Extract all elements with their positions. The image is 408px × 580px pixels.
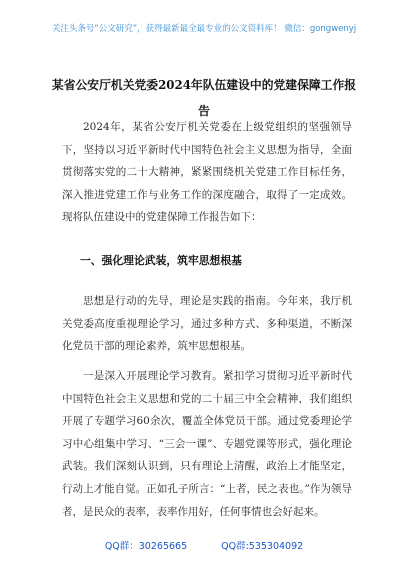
section-heading-1: 一、强化理论武装，筑牢思想根基 [80, 254, 242, 267]
document-title: 某省公安厅机关党委2024年队伍建设中的党建保障工作报告 [51, 78, 357, 118]
qq-group-2[interactable]: QQ群:535304092 [221, 541, 304, 552]
section1-paragraph-1: 思想是行动的先导，理论是实践的指南。今年来，我厅机关党委高度重视理论学习，通过多种方式、多种渠道，不断深化党员干部的理论素养，筑牢思想根基。 [62, 295, 352, 353]
promo-banner[interactable]: 关注头条号“公文研究”，获得最新最全最专业的公文资料库！ 微信：gongwenyj [51, 24, 357, 34]
intro-paragraph: 2024年，某省公安厅机关党委在上级党组织的坚强领导下，坚持以习近平新时代中国特色社会主义思想为指导，全面贯彻落实党的二十大精神，紧紧围绕机关党建工作目标任务，深入推进党建工作与业务工作的深度融合，取得了一定成效。现将队伍建设中的党建保障工作报告如下： [62, 121, 352, 224]
section1-paragraph-2: 一是深入开展理论学习教育。紧扣学习贯彻习近平新时代中国特色社会主义思想和党的二十届三中全会精神，我们组织开展了专题学习60余次，覆盖全体党员干部。通过党委理论学习中心组集中学习、“三会一课”、专题党课等形式，强化理论武装。我们深刻认识到，只有理论上清醒，政治上才能坚定，行动上才能自觉。正如孔子所言：“上者，民之表也。”作为领导者，是民众的表率，表率作用好，任何事情也会好起来。 [62, 370, 352, 518]
footer-qq-groups [0, 538, 408, 552]
qq-group-1[interactable]: QQ群：30265665 [104, 541, 188, 552]
